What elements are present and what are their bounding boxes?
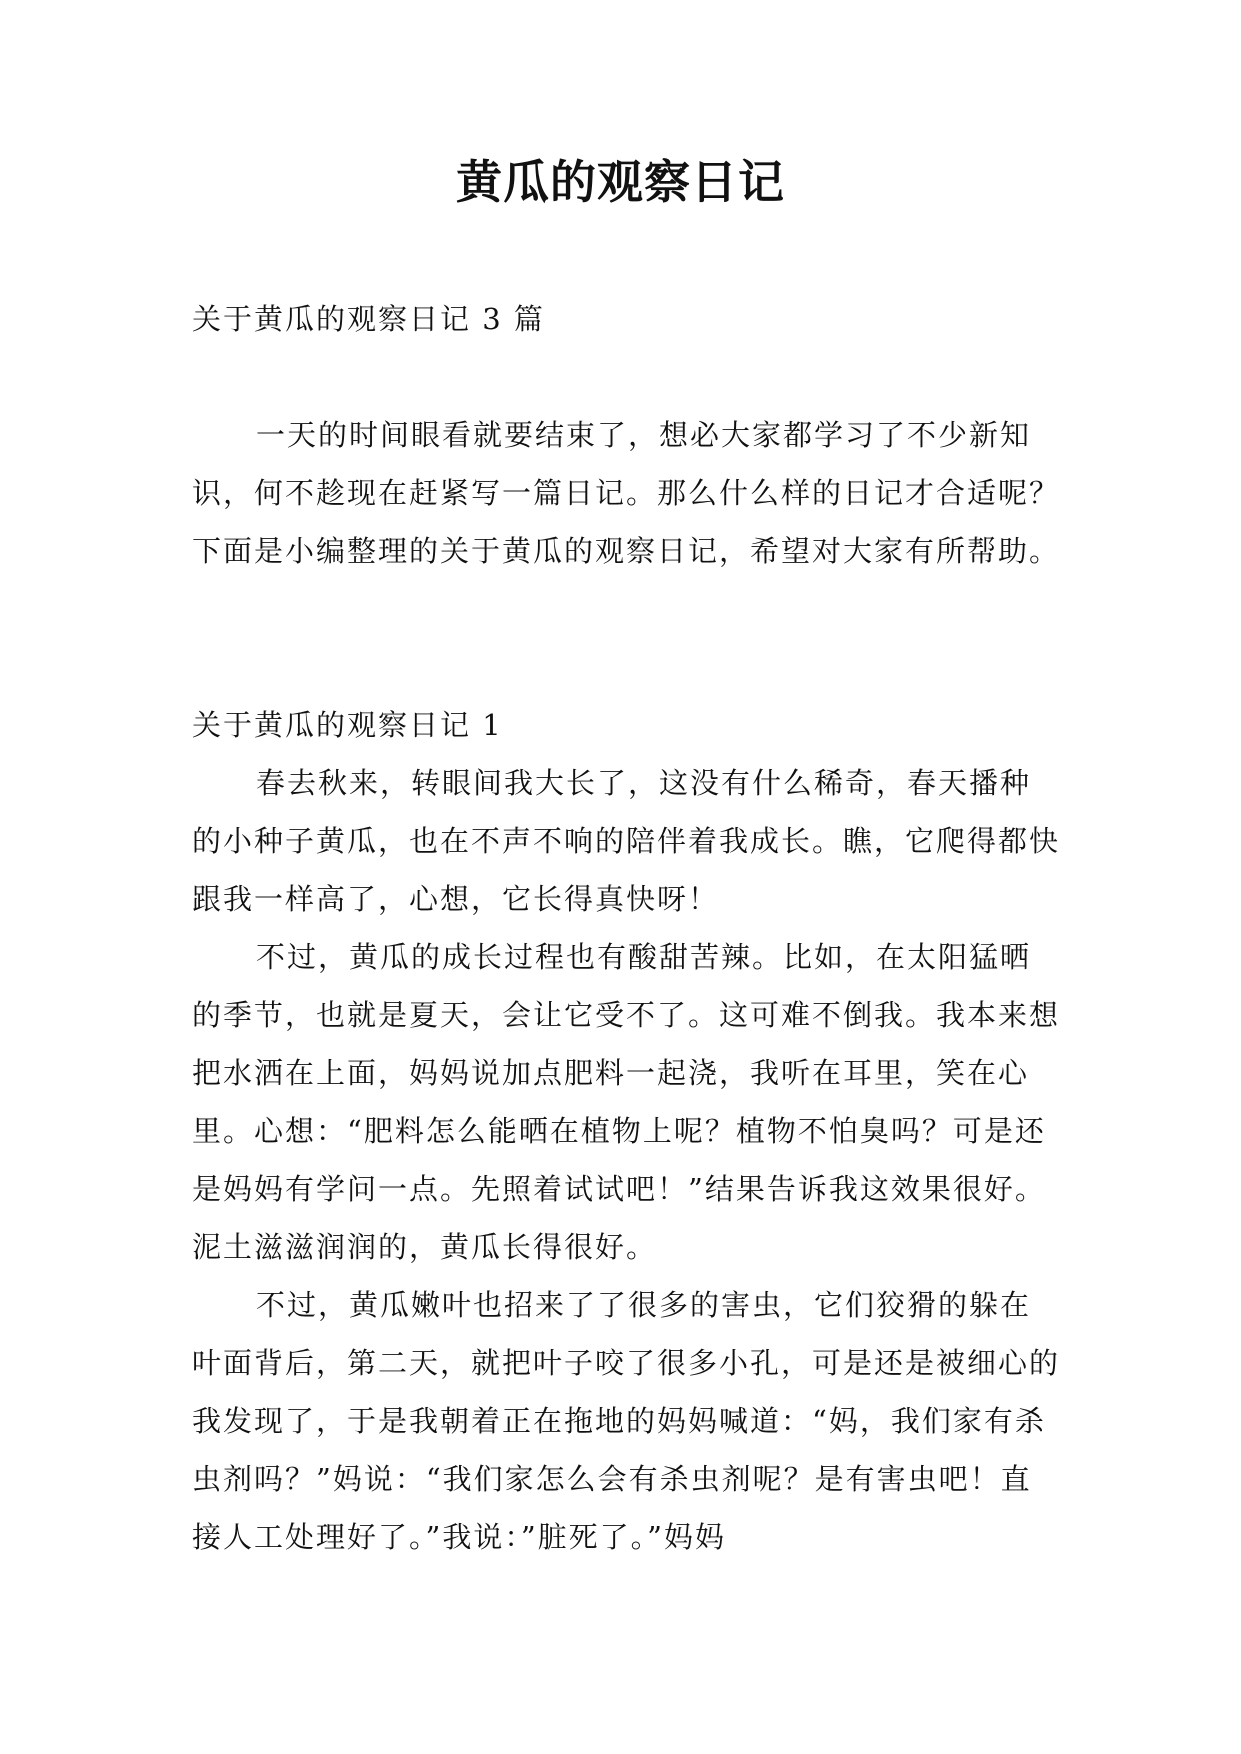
section-heading: 关于黄瓜的观察日记 1 [192,708,503,742]
body-paragraph: 不过，黄瓜的成长过程也有酸甜苦辣。比如，在太阳猛晒的季节，也就是夏天，会让它受不了。这可难不倒我。我本来想把水洒在上面，妈妈说加点肥料一起浇，我听在耳里，笑在心里。心想：“肥料怎么能晒在植物上呢？植物不怕臭吗？可是还是妈妈有学问一点。先照着试试吧！”结果告诉我这效果很好。泥土滋滋润润的，黄瓜长得很好。 [192,940,1061,1264]
document-title: 黄瓜的观察日记 [456,155,785,209]
section-body [192,754,1060,1566]
body-paragraph: 春去秋来，转眼间我大长了，这没有什么稀奇，春天播种的小种子黄瓜，也在不声不响的陪伴着我成长。瞧，它爬得都快跟我一样高了，心想，它长得真快呀！ [192,766,1061,916]
document-subtitle: 关于黄瓜的观察日记 3 篇 [192,302,545,336]
intro-paragraph: 一天的时间眼看就要结束了，想必大家都学习了不少新知识，何不趁现在赶紧写一篇日记。那么什么样的日记才合适呢？下面是小编整理的关于黄瓜的观察日记，希望对大家有所帮助。 [192,418,1061,568]
body-paragraph: 不过，黄瓜嫩叶也招来了了很多的害虫，它们狡猾的躲在叶面背后，第二天，就把叶子咬了很多小孔，可是还是被细心的我发现了，于是我朝着正在拖地的妈妈喊道：“妈，我们家有杀虫剂吗？”妈说：“我们家怎么会有杀虫剂呢？是有害虫吧！直接人工处理好了。”我说：”脏死了。”妈妈 [192,1288,1061,1554]
